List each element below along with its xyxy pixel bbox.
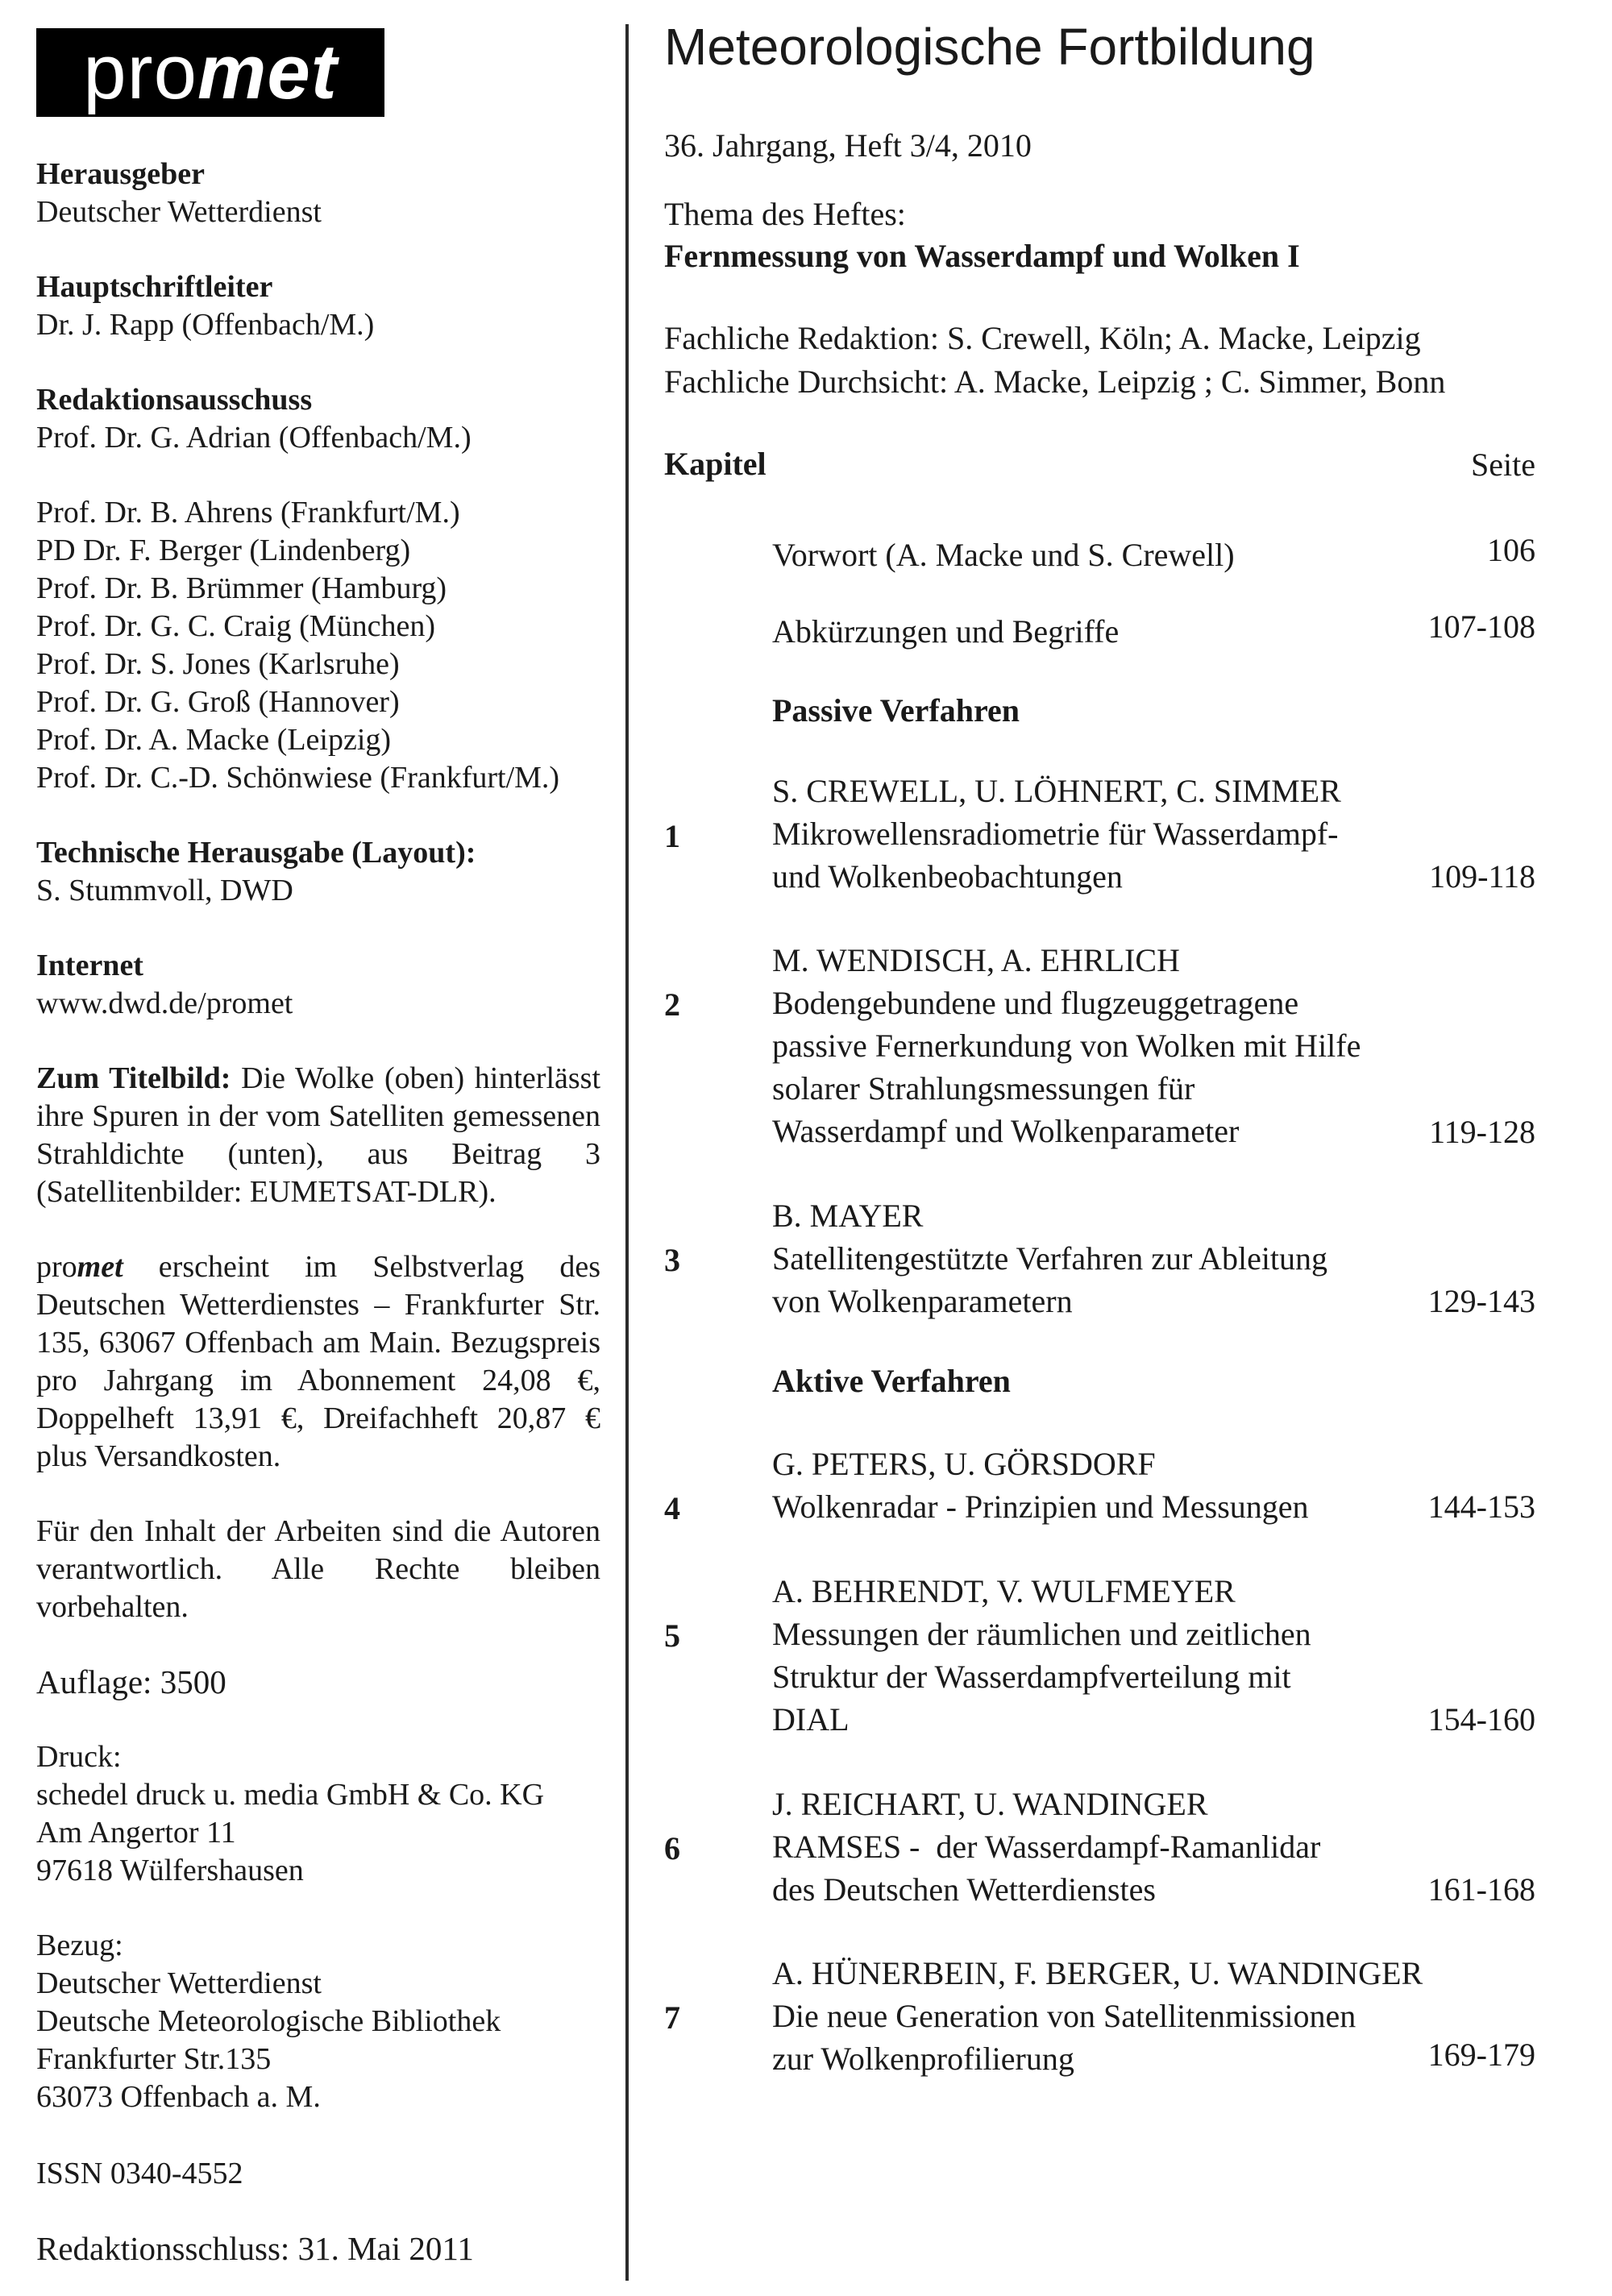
chapter-entry (772, 1443, 1309, 1528)
chapter-entry (772, 939, 1361, 1152)
responsibility-note: Für den Inhalt der Arbeiten sind die Autoren verantwortlich. Alle Rechte bleiben vorbehalten. (36, 1514, 600, 1624)
committee-label: Redaktionsausschuss (36, 383, 313, 417)
committee-head: Prof. Dr. G. Adrian (Offenbach/M.) (36, 421, 472, 455)
supply-line: Frankfurter Str.135 (36, 2042, 272, 2076)
committee-member: Prof. Dr. G. C. Craig (München) (36, 609, 435, 643)
chapter-pages: 109-118 (1429, 858, 1535, 895)
publishing-text: erscheint im Selbstverlag des Deutschen Wetterdienstes – Frankfurter Str. 135, 63067 Offenbach am Main. Bezugspreis pro Jahrgang im Abonnement 24,08 €, Doppelheft 13,91 €, Dreifachheft 20,87 € plus Versandkosten. (36, 1250, 601, 1473)
chapter-number: 2 (664, 986, 680, 1023)
circulation: Auflage: 3500 (36, 1663, 226, 1700)
committee-member: Prof. Dr. S. Jones (Karlsruhe) (36, 647, 400, 681)
chapter-pages: 129-143 (1427, 1283, 1535, 1319)
chapter-authors: A. HÜNERBEIN, F. BERGER, U. WANDINGER (772, 1955, 1423, 1991)
chapter-title-line: solarer Strahlungsmessungen für (772, 1070, 1195, 1106)
promet-pro: pro (36, 1250, 77, 1284)
chapter-authors: B. MAYER (772, 1198, 924, 1234)
chapter-title-line: DIAL (772, 1701, 850, 1738)
internet-label: Internet (36, 949, 143, 982)
committee-member: Prof. Dr. G. Groß (Hannover) (36, 685, 400, 719)
chapter-number: 5 (664, 1617, 680, 1654)
theme: Fernmessung von Wasserdampf und Wolken I (664, 238, 1300, 274)
chapter-title-line: Satellitengestützte Verfahren zur Ableitung (772, 1240, 1328, 1277)
chapter-entry (772, 1783, 1320, 1911)
chief-editor: Dr. J. Rapp (Offenbach/M.) (36, 308, 375, 342)
chapter-title-line: Die neue Generation von Satellitenmissionen (772, 1998, 1356, 2034)
chapter-title-line: RAMSES - der Wasserdampf-Ramanlidar (772, 1829, 1321, 1865)
chapter-number: 4 (664, 1490, 680, 1526)
chief-editor-label: Hauptschriftleiter (36, 270, 273, 304)
chapter-number: 7 (664, 1999, 680, 2036)
publisher-label: Herausgeber (36, 157, 205, 191)
chapter-title-line: Wolkenradar - Prinzipien und Messungen (772, 1488, 1309, 1525)
cover-text: Die Wolke (oben) hinterlässt ihre Spuren in der vom Satelliten gemessenen Strahldichte (unten), aus Beitrag 3 (Satellitenbilder: EUMETSAT-DLR). (36, 1061, 601, 1209)
internet-link[interactable]: www.dwd.de/promet (36, 986, 293, 1020)
print-line: 97618 Wülfershausen (36, 1854, 304, 1887)
column-divider (625, 24, 629, 2281)
chapter-pages: 144-153 (1427, 1488, 1535, 1525)
volume: 36. Jahrgang, Heft 3/4, 2010 (664, 127, 1032, 164)
chapter-number: 3 (664, 1242, 680, 1278)
abbreviations-title: Abkürzungen und Begriffe (772, 613, 1120, 650)
chapter-title-line: Struktur der Wasserdampfverteilung mit (772, 1659, 1291, 1695)
chapter-title-line: Wasserdampf und Wolkenparameter (772, 1113, 1240, 1149)
abbreviations-pages: 107-108 (1427, 608, 1535, 645)
chapter-title-line: Bodengebundene und flugzeuggetragene (772, 985, 1299, 1021)
chapter-pages: 154-160 (1427, 1701, 1535, 1738)
committee-member: Prof. Dr. A. Macke (Leipzig) (36, 723, 392, 757)
supply-line: Deutscher Wetterdienst (36, 1966, 322, 2000)
issn: ISSN 0340-4552 (36, 2157, 243, 2190)
foreword-pages: 106 (1487, 532, 1535, 568)
chapter-title-line: des Deutschen Wetterdienstes (772, 1871, 1156, 1908)
committee-member: Prof. Dr. B. Ahrens (Frankfurt/M.) (36, 496, 460, 529)
logo-pro: pro (83, 29, 198, 115)
chapter-title-line: von Wolkenparametern (772, 1283, 1073, 1319)
committee-member: Prof. Dr. B. Brümmer (Hamburg) (36, 571, 447, 605)
editors: Fachliche Redaktion: S. Crewell, Köln; A. Macke, Leipzig (664, 320, 1421, 356)
chapter-entry (772, 1570, 1311, 1741)
chapter-authors: S. CREWELL, U. LÖHNERT, C. SIMMER (772, 773, 1341, 809)
chapter-entry (772, 1952, 1423, 2080)
chapter-title-line: passive Fernerkundung von Wolken mit Hilfe (772, 1028, 1361, 1064)
chapter-title-line: zur Wolkenprofilierung (772, 2041, 1074, 2077)
promet-met: met (77, 1250, 123, 1284)
chapter-title-line: Messungen der räumlichen und zeitlichen (772, 1616, 1311, 1652)
chapter-authors: G. PETERS, U. GÖRSDORF (772, 1446, 1156, 1482)
section-active: Aktive Verfahren (772, 1363, 1011, 1399)
theme-label: Thema des Heftes: (664, 196, 906, 232)
chapter-number: 6 (664, 1830, 680, 1866)
publishing-note (36, 1248, 600, 1476)
cover-label: Zum Titelbild: (36, 1061, 231, 1095)
chapter-authors: J. REICHART, U. WANDINGER (772, 1786, 1208, 1822)
chapter-authors: M. WENDISCH, A. EHRLICH (772, 942, 1180, 978)
chapter-entry (772, 1194, 1327, 1322)
chapter-pages: 169-179 (1427, 2037, 1535, 2073)
logo-met: met (197, 29, 338, 115)
section-passive: Passive Verfahren (772, 692, 1020, 729)
deadline: Redaktionsschluss: 31. Mai 2011 (36, 2230, 474, 2267)
chapter-pages: 119-128 (1429, 1114, 1535, 1150)
print-line: schedel druck u. media GmbH & Co. KG (36, 1778, 545, 1812)
publisher: Deutscher Wetterdienst (36, 195, 322, 229)
layout-label: Technische Herausgabe (Layout): (36, 836, 476, 870)
supply-line: Deutsche Meteorologische Bibliothek (36, 2004, 501, 2038)
print-line: Am Angertor 11 (36, 1816, 236, 1850)
reviewers: Fachliche Durchsicht: A. Macke, Leipzig ; C. Simmer, Bonn (664, 363, 1446, 400)
layout: S. Stummvoll, DWD (36, 874, 293, 907)
supply-label: Bezug: (36, 1929, 123, 1962)
committee-member: Prof. Dr. C.-D. Schönwiese (Frankfurt/M.) (36, 761, 560, 795)
chapter-authors: A. BEHRENDT, V. WULFMEYER (772, 1573, 1236, 1609)
page-label: Seite (1471, 446, 1535, 483)
promet-logo (36, 28, 384, 117)
page-title: Meteorologische Fortbildung (664, 18, 1315, 76)
chapter-pages: 161-168 (1427, 1871, 1535, 1908)
chapter-entry (772, 770, 1341, 898)
committee-member: PD Dr. F. Berger (Lindenberg) (36, 534, 411, 567)
foreword-title: Vorwort (A. Macke und S. Crewell) (772, 537, 1235, 573)
chapter-title-line: Mikrowellensradiometrie für Wasserdampf- (772, 816, 1339, 852)
print-label: Druck: (36, 1740, 122, 1774)
chapter-number: 1 (664, 818, 680, 854)
chapter-title-line: und Wolkenbeobachtungen (772, 858, 1123, 895)
imprint-column (36, 156, 600, 2268)
cover-note (36, 1060, 600, 1211)
chapter-label: Kapitel (664, 446, 767, 482)
supply-line: 63073 Offenbach a. M. (36, 2080, 321, 2114)
